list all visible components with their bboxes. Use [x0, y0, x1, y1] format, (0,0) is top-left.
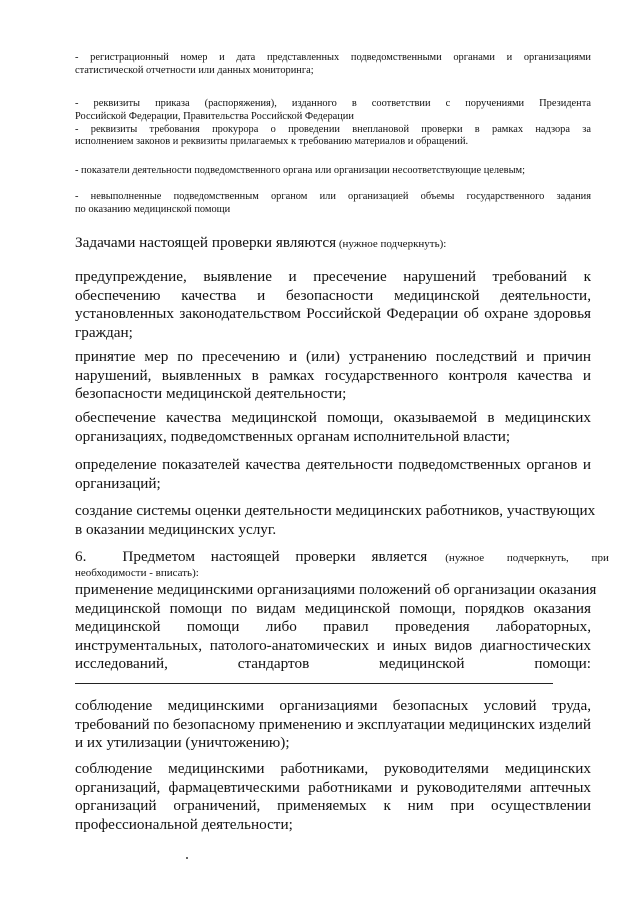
text-line: безопасности медицинской деятельности; — [75, 385, 347, 403]
text-line: организаций ограничений, применяемых к ним при осуществлении — [75, 797, 591, 815]
task-paragraph-1 — [75, 268, 591, 342]
subject-heading-note: (нужное подчеркнуть, при — [445, 552, 609, 564]
tasks-heading — [75, 234, 591, 254]
text-line: требований по безопасному применению и эксплуатации медицинских изделий — [75, 715, 591, 733]
text-line: - показатели деятельности подведомственного органа или организации несоответствующие целевым; — [75, 165, 526, 176]
text-line: организаций, фармацевтическими работниками и руководителями аптечных — [75, 778, 591, 796]
text-line: - невыполненные подведомственным органом или организацией объемы государственного задания — [75, 191, 591, 202]
subject-paragraph-3 — [75, 760, 591, 834]
text-line: по оказанию медицинской помощи — [75, 203, 231, 215]
ground-indicators — [75, 165, 591, 178]
text-line: соблюдение медицинскими организациями безопасных условий труда, — [75, 697, 591, 714]
text-line: принятие мер по пресечению и (или) устранению последствий и причин — [75, 348, 591, 365]
text-line: медицинской помощи по видам медицинской помощи, порядков оказания — [75, 599, 591, 617]
text-line: создание системы оценки деятельности медицинских работников, участвующих — [75, 502, 596, 519]
text-line: нарушений, выявленных в рамках государственного контроля качества и — [75, 366, 591, 384]
task-paragraph-5 — [75, 502, 596, 539]
subject-heading-text: Предметом настоящей проверки является — [122, 548, 428, 565]
text-line: обеспечение качества медицинской помощи, оказываемой в медицинских — [75, 409, 591, 426]
ground-statistics — [75, 52, 591, 78]
task-paragraph-4 — [75, 456, 591, 493]
scan-speck — [186, 857, 188, 859]
subject-heading-note-continued — [75, 567, 591, 580]
text-line: предупреждение, выявление и пресечение нарушений требований к — [75, 268, 591, 285]
text-line: организациях, подведомственных органам исполнительной власти; — [75, 427, 511, 445]
text-line: определение показателей качества деятельности подведомственных органов и — [75, 456, 591, 473]
text-line: установленных законодательством Российской Федерации об охране здоровья — [75, 305, 591, 323]
text-line: статистической отчетности или данных мониторинга; — [75, 64, 314, 76]
task-paragraph-2 — [75, 348, 591, 404]
text-line: в оказании медицинских услуг. — [75, 520, 277, 538]
subject-paragraph-2 — [75, 697, 591, 753]
text-line: - реквизиты требования прокурора о проведении внеплановой проверки в рамках надзора за — [75, 123, 591, 135]
ground-order-prosecutor — [75, 98, 591, 149]
text-line: организаций; — [75, 474, 161, 492]
subject-heading — [75, 548, 609, 568]
text-line: и их утилизации (уничтожению); — [75, 734, 290, 752]
text-line: применение медицинскими организациями положений об организации оказания — [75, 581, 597, 598]
tasks-heading-note: (нужное подчеркнуть): — [336, 238, 447, 250]
fill-in-line — [75, 683, 553, 684]
text-line: исследований, стандартов медицинской помощи: — [75, 655, 591, 673]
text-line: соблюдение медицинскими работниками, руководителями медицинских — [75, 760, 591, 777]
text-line: исполнением законов и реквизиты прилагаемых к требованию материалов и обращений. — [75, 136, 469, 148]
tasks-heading-text: Задачами настоящей проверки являются — [75, 234, 337, 251]
subject-paragraph-1 — [75, 581, 597, 674]
text-line: профессиональной деятельности; — [75, 815, 293, 833]
task-paragraph-3 — [75, 409, 591, 446]
text-line: инструментальных, патолого-анатомических и иных видов диагностических — [75, 636, 591, 654]
text-line: необходимости - вписать): — [75, 567, 199, 579]
text-line: граждан; — [75, 323, 133, 341]
text-line: Российской Федерации, Правительства Российской Федерации — [75, 110, 354, 122]
ground-state-assignment — [75, 191, 591, 217]
text-line: медицинской помощи либо правил проведения лабораторных, — [75, 618, 591, 636]
text-line: обеспечению качества и безопасности медицинской деятельности, — [75, 286, 591, 304]
text-line: - реквизиты приказа (распоряжения), изданного в соответствии с поручениями Президента — [75, 98, 591, 109]
section-number: 6. — [75, 548, 87, 565]
text-line: - регистрационный номер и дата представленных подведомственными органами и организациями — [75, 52, 591, 63]
